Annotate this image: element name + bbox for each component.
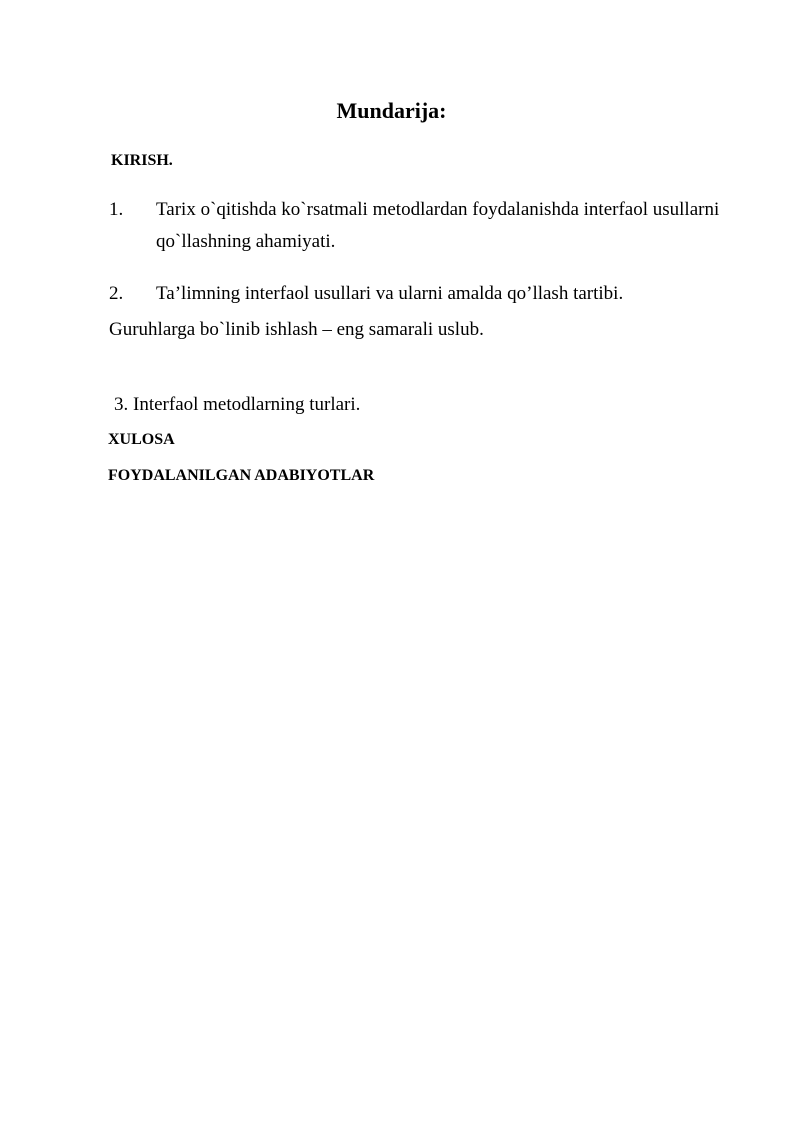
toc-item-3: 3. Interfaol metodlarning turlari. xyxy=(114,394,361,415)
toc-references: FOYDALANILGAN ADABIYOTLAR xyxy=(108,467,375,484)
toc-item-number: 1. xyxy=(109,199,124,220)
toc-item-2-subline: Guruhlarga bo`linib ishlash – eng samarali uslub. xyxy=(109,319,484,340)
toc-item-2 xyxy=(109,278,729,310)
toc-item-text: Tarix o`qitishda ko`rsatmali metodlardan foydalanishda interfaol usullarni qo`llashning ahamiyati. xyxy=(156,199,720,252)
page-title: Mundarija: xyxy=(336,98,447,123)
toc-item-number: 2. xyxy=(109,283,124,304)
toc-item-text: Ta’limning interfaol usullari va ularni amalda qo’llash tartibi. xyxy=(156,283,624,304)
toc-conclusion: XULOSA xyxy=(108,431,175,448)
toc-item-1 xyxy=(109,194,729,258)
toc-intro: KIRISH. xyxy=(111,152,173,169)
